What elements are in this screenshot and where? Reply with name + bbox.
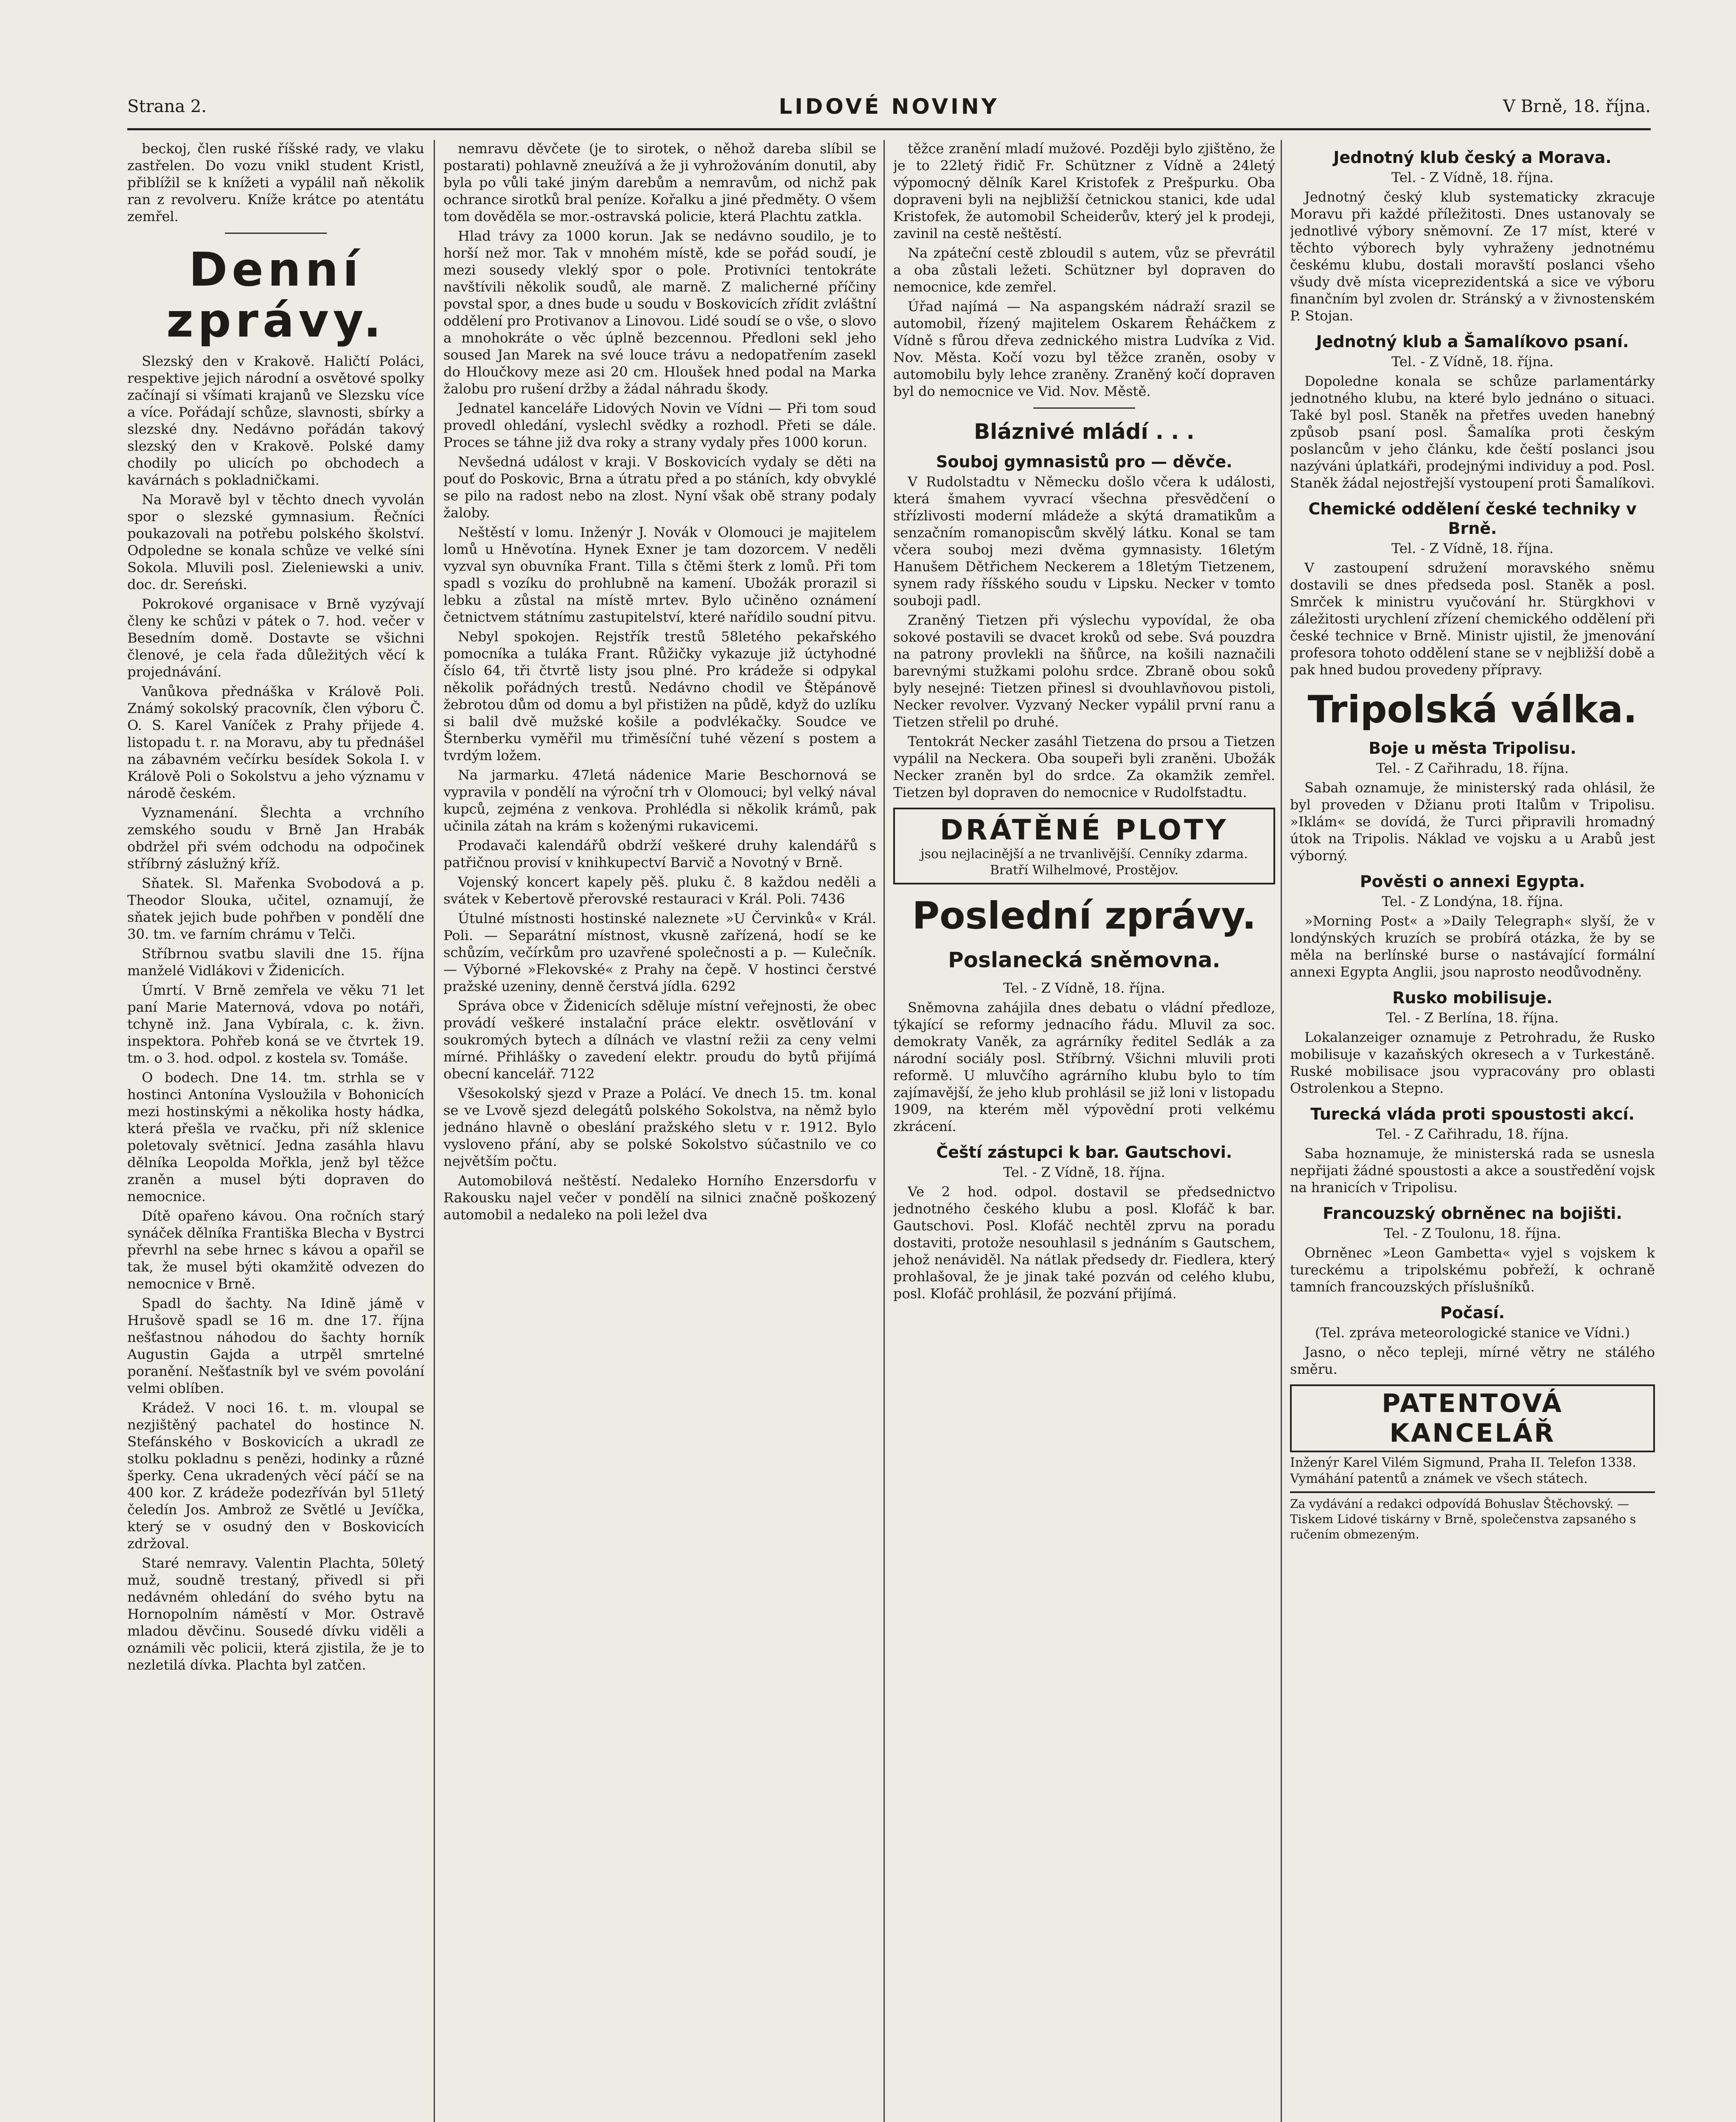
news-item: nemravu děvčete (je to sirotek, o něhož dareba slíbil se postarati) pohlavně zneužívá a že ji vyhrožováním donutil, aby byla po vůli také jiným darebům a nemravům, od nichž pak ochrance sirotků bral peníze. Kořalku a jiné předměty. O všem tom dověděla se mor.-ostravská policie, která Plachtu zatkla. [443,140,876,225]
news-item: těžce zranění mladí mužové. Později bylo zjištěno, že je to 22letý řidič Fr. Schützner z Vídně a 24letý výpomocný dělník Karel Kristofek z Prešpurku. Oba dopraveni byli na nejbližší četnickou stanici, kde udal Kristofek, že automobil Scheiderův, který jel k prodeji, zavinil na cestě neštěstí. [893,140,1275,241]
article-headline: Boje u města Tripolisu. [1369,739,1576,758]
news-item: Na Moravě byl v těchto dnech vyvolán spor o slezské gymnasium. Řečníci poukazovali na potřebu polského školství. Odpoledne se konala schůze ve velké síni Sokola. Mluvili posl. Zieleniewski a univ. doc. dr. Sereński. [127,491,424,592]
column-rule [434,140,435,2122]
divider [225,233,327,234]
news-item: Na zpáteční cestě zbloudil s autem, vůz se převrátil a oba zůstali ležeti. Schützner byl dopraven do nemocnice, kde zemřel. [893,245,1275,295]
patent-office-advert-title: PATENTOVÁ KANCELÁŘ [1290,1384,1655,1452]
article-headline: Chemické oddělení české techniky v Brně. [1308,500,1637,538]
page-number: Strana 2. [127,97,207,116]
news-item: Slezský den v Krakově. Haličtí Poláci, respektive jejich národní a osvětové spolky začínají si všímati krajanů ve Slezsku více a více. Pořádají schůze, slavnosti, sbírky a slezské dny. Nedávno pořádán takový slezský den v Krakově. Polské damy chodily po ulicích po obchodech a kavárnách s pokladničkami. [127,353,424,488]
issue-date: V Brně, 18. října. [1503,97,1651,116]
article-paragraph: Sněmovna zahájila dnes debatu o vládní předloze, týkající se reformy jednacího řádu. Mluvil za soc. demokraty Vaněk, za agrárníky ředitel Sedlák a za národní sociály posl. Stříbrný. Všichni mluvili proti reformě. U mluvčího agrárního klubu bylo to tím zajímavější, že jeho klub prohlásil se již loni v listopadu 1909, na kterém měl výpovědní proti velkému zkrácení. [893,999,1275,1134]
dateline: Tel. - Z Toulonu, 18. října. [1384,1225,1561,1241]
article-paragraph: »Morning Post« a »Daily Telegraph« slyší, že v londýnských kruzích se probírá otázka, že by se měla na berlínské burse o nastávající formální annexi Egypta Anglii, jsou naprosto neodůvodněny. [1290,913,1655,980]
news-item: O bodech. Dne 14. tm. strhla se v hostinci Antonína Vysloužila v Bohonicích mezi hostinskými a několika hosty hádka, která přešla ve rvačku, při níž sklenice poletovaly světnicí. Jedna zasáhla hlavu dělníka Leopolda Mořkla, jenž byl těžce zraněn a musel býti dopraven do nemocnice. [127,1069,424,1204]
article-headline: Pověsti o annexi Egypta. [1360,872,1585,891]
news-item: Spadl do šachty. Na Idině jámě v Hrušově spadl se 16 m. dne 17. října nešťastnou náhodou do šachty horník Augustin Gajda a utrpěl smrtelné poranění. Nešťastník byl ve svém povolání velmi oblíben. [127,1295,424,1396]
section-title-denni-zpravy: Denní zprávy. [166,242,386,348]
article-paragraph: Jednotný český klub systematicky zkracuje Moravu při každé příležitosti. Dnes ustanovaly se jednotlivé výbory sněmovní. Ze 17 míst, které v těchto výborech byly vyhraženy jednotnému českému klubu, dostali moravští poslanci všeho všudy dvě místa viceprezidentská a sice ve výboru finančním byl zvolen dr. Stránský a v živnostenském P. Stojan. [1290,189,1655,324]
article-headline: Poslanecká sněmovna. [948,948,1220,972]
advert-title: DRÁTĚNÉ PLOTY [940,814,1228,846]
article-paragraph: Ve 2 hod. odpol. dostavil se předsednictvo jednotného českého klubu a posl. Klofáč k bar. Gautschovi. Posl. Klofáč nechtěl zprvu na poradu dostaviti, protože nesouhlasil s jednáním s Gautschem, jehož nenáviděl. Na nátlak předsedy dr. Fiedlera, který prohlašoval, že je jinak také pozván od celého klubu, posl. Klofáč prohlásil, že pozvání přijímá. [893,1184,1275,1302]
news-item: Úmrtí. V Brně zemřela ve věku 71 let paní Marie Maternová, vdova po notáři, tchyně inž. Jana Vybírala, c. k. živn. inspektora. Pohřeb koná se ve čtvrtek 19. tm. o 3. hod. odpol. z kostela sv. Tomáše. [127,982,424,1066]
column-4 [1290,140,1655,2122]
weather-headline: Počasí. [1440,1303,1505,1322]
section-title-tripolska-valka: Tripolská válka. [1307,688,1638,731]
news-item: Vanůkova přednáška v Králově Poli. Známý sokolský pracovník, člen výboru Č. O. S. Karel Vaníček z Prahy přijede 4. listopadu t. r. na Moravu, aby tu přednášel na zábavném večírku besídek Sokola I. v Králově Poli o Sokolstvu a jeho významu v národě českém. [127,683,424,801]
article-paragraph: Saba hoznamuje, že ministerská rada se usnesla nepřijati žádné spoustosti a akce a soustředění vojsk na hranicích v Tripolisu. [1290,1145,1655,1196]
news-item: Vyznamenání. Šlechta a vrchního zemského soudu v Brně Jan Hrabák obdržel při svém odchodu na odpočinek stříbrný záslužný kříž. [127,805,424,872]
news-item: Automobilová neštěstí. Nedaleko Horního Enzersdorfu v Rakousku najel večer v pondělí na silnici značně poškozený automobil a nedaleko na poli ležel dva [443,1173,876,1223]
article-continuation: beckoj, člen ruské říšské rady, ve vlaku zastřelen. Do vozu vnikl student Kristl, přiblížil se k knížeti a vypálil naň několik ran z revolveru. Kníže krátce po atentátu zemřel. [127,140,424,225]
article-headline: Rusko mobilisuje. [1392,988,1553,1007]
dateline: Tel. - Z Vídně, 18. října. [1391,169,1554,185]
news-item: Na jarmarku. 47letá nádenice Marie Beschornová se vypravila v pondělí na výroční trh v Olomouci; byl velký nával kupců, zejména z venkova. Prohlédla si několik krámů, pak učinila zátah na krám s koženými rukavicemi. [443,767,876,834]
article-paragraph: Obrněnec »Leon Gambetta« vyjel s vojskem k tureckému a tripolskému pobřeží, k ochraně tamních francouzských příslušníků. [1290,1245,1655,1295]
article-paragraph: V Rudolstadtu v Německu došlo včera k události, která šmahem vyvrací všechna přesvědčení o střízlivosti moderní mládeže a skýtá dramatikům a senzačním romanopiscům skvělý látku. Konal se tam včera souboj mezi dvěma gymnasisty. 16letým Hanušem Dětřichem Neckerem a 18letým Tietzenem, synem rady říšského soudu v Lipsku. Necker v tomto souboji padl. [893,474,1275,609]
article-headline: Bláznivé mládí . . . [974,419,1195,444]
article-paragraph: Dopoledne konala se schůze parlamentárky jednotného klubu, na které bylo jednáno o situaci. Také byl posl. Staněk na přetřes uveden hanebný způsob psaní posl. Šamalíka proti českým poslancům v jeho článku, kde čeští poslanci jsou nazýváni úplatkáři, prodejnými individuy a pod. Posl. Staněk žádal nejostřejší vystoupení proti Šamalíkovi. [1290,373,1655,491]
dateline: Tel. - Z Vídně, 18. října. [1391,540,1554,556]
masthead: LIDOVÉ NOVINY [779,94,999,119]
article-headline: Francouzský obrněnec na bojišti. [1323,1204,1622,1223]
article-paragraph: Sabah oznamuje, že ministerský rada ohlásil, že byl proveden v Džianu proti Italům v Tripolisu. »Iklám« se dovídá, že Turci připravili hromadný útok na Tripolis. Náklad ve vojsku a u Arabů jest výborný. [1290,780,1655,864]
news-item: Neštěstí v lomu. Inženýr J. Novák v Olomouci je majitelem lomů u Hněvotína. Hynek Exner je tam dozorcem. V neděli vyzval syn obuvníka Frant. Tilla s čtěmi šterk z lomů. Při tom spadl s vozíku do prohlubně na kamení. Ubožák prorazil si lebku a zůstal na místě mrtev. Bylo učiněno oznámení četnictvem státnímu zastupitelství, které nařídilo soudní pitvu. [443,524,876,625]
dateline: Tel. - Z Cařihradu, 18. října. [1376,760,1569,776]
advert-item: Útulné místnosti hostinské naleznete »U Červinků« v Král. Poli. — Separátní místnost, vkusně zařízená, hodí se ke schůzím, večírkům pro uzavřené společnosti a p. — Kulečník. — Výborné »Flekovské« z Prahy na čepě. V hostinci čerstvé pražské uzeniny, denně čerstvá jídla. 6292 [443,910,876,994]
article-subheadline: Souboj gymnasistů pro — děvče. [936,452,1233,471]
section-title-posledni-zpravy: Poslední zprávy. [912,894,1256,937]
page-header [127,94,1651,130]
news-item: Jednatel kanceláře Lidových Novin ve Vídni — Při tom soud provedl ohledání, vyslechl svědky a rozhodl. Přeti se dále. Proces se táhne již dva roky a strany vydaly přes 1000 korun. [443,400,876,450]
news-item: Dítě opařeno kávou. Ona ročních starý synáček dělníka Františka Blecha v Bystrci převrhl na sebe hrnec s kávou a opařil se tak, že musel býti okamžitě odvezen do nemocnice v Brně. [127,1208,424,1292]
dateline: Tel. - Z Vídně, 18. října. [1391,354,1554,370]
dateline: (Tel. zpráva meteorologické stanice ve Vídni.) [1315,1325,1630,1341]
news-item: Krádež. V noci 16. t. m. vloupal se nezjištěný pachatel do hostince N. Stefánského v Boskovicích a ukradl ze stolku pokladnu s penězi, hodinky a různé šperky. Cena ukradených věcí páčí se na 400 kor. Z krádeže podezříván byl 51letý čeledín Jos. Ambrož ze Světlé u Jevíčka, který se v osudný den v Boskovicích zdržoval. [127,1400,424,1552]
news-item: Hlad trávy za 1000 korun. Jak se nedávno soudilo, je to horší než mor. Tak v mnohém místě, kde se pořád soudí, je mezi sousedy vleklý spor o pole. Protivníci tentokráte navštívili několik soudů, ale marně. Z malicherné příčiny povstal spor, a dnes bude u soudu v Boskovicích zřídit zvláštní oddělení pro Protivanov a Linovou. Lidé soudí se o vše, o slovo a mnohokráte o věc úplně bezcennou. Předloni sekl jeho soused Jan Marek na své louce trávu a nedopatřením zasekl do Hloučkovy meze asi 20 cm. Hloušek hned podal na Marka žalobu pro rušení držby a žádal náhradu škody. [443,228,876,397]
news-item: Nebyl spokojen. Rejstřík trestů 58letého pekařského pomocníka a tuláka Frant. Růžičky vykazuje již úctyhodné číslo 64, tři čtvrtě listy jsou plné. Pro krádeže si odpykal několik pořádných trestů. Nedávno chodil ve Štěpánově žebrotou dům od domu a byl přistižen na půdě, když do uzlíku si balil dvě mužské košile a podvlékačky. Soudce ve Šternberku vyměřil mu třiměsíční tuhé vězení s postem a tvrdým ložem. [443,629,876,763]
column-3 [893,140,1275,2122]
advert-item: Vojenský koncert kapely pěš. pluku č. 8 každou neděli a svátek v Kebertově přerovské restauraci v Král. Poli. 7436 [443,874,876,907]
news-item: Všesokolský sjezd v Praze a Polácí. Ve dnech 15. tm. konal se ve Lvově sjezd delegátů polského Sokolstva, na němž bylo jednáno hlavně o obeslání pražského sletu v r. 1912. Bylo vysloveno přání, aby se polské Sokolstvo súčastnilo ve co největším počtu. [443,1085,876,1169]
column-rule [883,140,885,2122]
news-item: Úřad najímá — Na aspangském nádraží srazil se automobil, řízený majitelem Oskarem Řeháčkem z Vídně s fůrou dřeva zednického mistra Ludvíka z Vid. Nov. Města. Kočí vozu byl těžce zraněn, osoby v automobilu byly lehce zraněny. Zraněný kočí dopraven byl do nemocnice ve Vid. Nov. Městě. [893,298,1275,399]
dateline: Tel. - Z Vídně, 18. října. [1003,1164,1165,1180]
news-item: Nevšedná událost v kraji. V Boskovicích vydaly se děti na pouť do Poskovic, Brna a útratu před a po stáních, kdy obvyklé se pilo na radost nebo na zlost. Nyní však obě strany podaly žaloby. [443,454,876,521]
column-1 [127,140,424,2122]
dateline: Tel. - Z Cařihradu, 18. října. [1376,1126,1569,1142]
advert-text: jsou nejlacinější a ne trvanlivější. Cenníky zdarma. Bratří Wilhelmové, Prostějov. [920,847,1248,878]
advert-wire-fences [893,808,1275,884]
dateline: Tel. - Z Londýna, 18. října. [1382,893,1563,909]
article-paragraph: Lokalanzeiger oznamuje z Petrohradu, že Rusko mobilisuje v kazaňských okresech a v Turkestáně. Ruské mobilisace jsou vypracovány pro oblasti Ostrolenkou a Stepno. [1290,1029,1655,1096]
article-headline: Jednotný klub český a Morava. [1333,148,1612,167]
column-2 [443,140,876,2122]
article-paragraph: Tentokrát Necker zasáhl Tietzena do prsou a Tietzen vypálil na Neckera. Oba soupeři byli zraněni. Ubožák Necker zraněn byl do srdce. Za okamžik zemřel. Tietzen byl dopraven do nemocnice v Rudolfstadtu. [893,733,1275,800]
article-headline: Čeští zástupci k bar. Gautschovi. [936,1143,1232,1162]
weather-report: Jasno, o něco tepleji, mírné větry ne stálého směru. [1290,1344,1655,1377]
dateline: Tel. - Z Vídně, 18. října. [1003,980,1165,996]
dateline: Tel. - Z Berlína, 18. října. [1386,1010,1559,1026]
article-headline: Turecká vláda proti spoustosti akcí. [1310,1105,1635,1123]
advert-item: Prodavači kalendářů obdrží veškeré druhy kalendářů s patřičnou provisí v knihkupectví Barvič a Novotný v Brně. [443,837,876,870]
article-paragraph: V zastoupení sdružení moravského sněmu dostavili se dnes předseda posl. Staněk a posl. Smrček k ministru vyučování hr. Stürgkhovi v záležitosti urychlení zřízení chemického oddělení při české technice v Brně. Ministr ujistil, že jmenování profesora tohoto oddělení stane se v nejbližší době a pak hned budou provedeny přípravy. [1290,560,1655,678]
divider [1033,407,1135,409]
imprint-footer: Za vydávání a redakci odpovídá Bohuslav Štěchovský. — Tiskem Lidové tiskárny v Brně, společenstva zapsaného s ručením obmezeným. [1290,1491,1655,1542]
advert-item: Správa obce v Židenicích sděluje místní veřejnosti, že obec provádí veškeré instalační práce elektr. osvětlování v soukromých bytech a dílnách ve vlastní režii za ceny velmi mírné. Přihlášky o zavedení elektr. proudu do bytů přijímá obecní kancelář. 7122 [443,998,876,1082]
article-paragraph: Zraněný Tietzen při výslechu vypovídal, že oba sokové postavili se dvacet kroků od sebe. Svá pouzdra na patrony provlekli na šňůrce, na košili naznačili barevnými stužkami polohu srdce. Zbraně obou soků byly nesejné: Tietzen přinesl si dvouhlavňovou pistoli, Necker revolver. Vyzvaný Necker vypálil první ranu a Tietzen střelil po druhé. [893,612,1275,730]
news-item: Stříbrnou svatbu slavili dne 15. října manželé Vidlákovi v Židenicích. [127,946,424,979]
column-rule [1281,140,1282,2122]
news-item: Staré nemravy. Valentin Plachta, 50letý muž, soudně trestaný, přivedl si při nedávném ohledání do svého bytu na Hornopolním náměstí v Mor. Ostravě mladou děvčinu. Sousedé dívku viděli a oznámili věc policii, která zjistila, že je to nezletilá dívka. Plachta byl zatčen. [127,1555,424,1673]
patent-office-advert-text: Inženýr Karel Vilém Sigmund, Praha II. Telefon 1338. Vymáhání patentů a známek ve všech státech. [1290,1455,1636,1486]
news-item: Sňatek. Sl. Mařenka Svobodová a p. Theodor Slouka, učitel, oznamují, že sňatek jejich bude pohřben v pondělí dne 30. tm. ve farním chrámu v Telči. [127,875,424,942]
news-item: Pokrokové organisace v Brně vyzývají členy ke schůzi v pátek o 7. hod. večer v Besedním domě. Dostavte se všichni členové, je cela řada důležitých věcí k projednávání. [127,596,424,680]
article-headline: Jednotný klub a Šamalíkovo psaní. [1316,332,1629,351]
